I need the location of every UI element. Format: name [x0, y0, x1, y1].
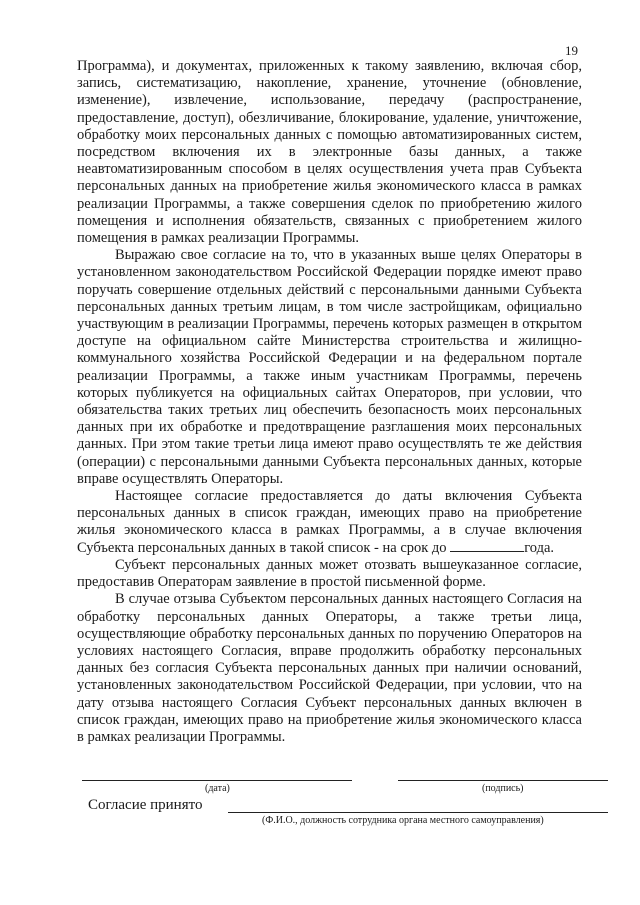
official-caption: (Ф.И.О., должность сотрудника органа местного самоуправления): [262, 815, 544, 826]
date-caption: (дата): [205, 783, 230, 794]
consent-term-suffix: года.: [524, 539, 555, 556]
paragraph-revocation: Субъект персональных данных может отозвать вышеуказанное согласие, предоставив Операторам заявление в простой письменной форме.: [77, 556, 582, 591]
signature-line: [398, 780, 608, 781]
paragraph-revocation-consequences: В случае отзыва Субъектом персональных данных настоящего Согласия на обработку персональных данных Операторы, а также третьи лица, осуществляющие обработку персональных данных по поручению Операторов на условиях настоящего Согласия, вправе продолжить обработку персональных данных без согласия Субъекта персональных данных при наличии оснований, установленных законодательством Российской Федерации, при условии, что на дату отзыва настоящего Согласия Субъект персональных данных включен в список граждан, имеющих право на приобретение жилья экономического класса в рамках реализации Программы.: [77, 591, 582, 745]
page-number: 19: [565, 43, 578, 58]
paragraph-third-parties: Выражаю свое согласие на то, что в указанных выше целях Операторы в установленном законодательством Российской Федерации порядке имеют право поручать совершение отдельных действий с персональными данными Субъекта персональных данных третьим лицам, в том числе застройщикам, официально участвующим в реализации Программы, перечень которых размещен в открытом доступе на официальном сайте Министерства строительства и жилищно-коммунального хозяйства Российской Федерации и на федеральном портале реализации Программы, а также иным участникам Программы, перечень которых публикуется на официальных сайтах Операторов, при условии, что обязательства таких третьих лиц обеспечить безопасность моих персональных данных при их обработке и предотвращение разглашения моих персональных данных. При этом такие третьи лица имеют право осуществлять те же действия (операции) с персональными данными Субъекта персональных данных, которые вправе осуществлять Операторы.: [77, 247, 582, 487]
consent-accepted-label: Согласие принято: [88, 797, 203, 813]
date-line: [82, 780, 352, 781]
document-body: [77, 58, 582, 746]
term-blank-line: [450, 540, 524, 552]
paragraph-consent-term: [77, 488, 582, 557]
consent-term-text: Настоящее согласие предоставляется до даты включения Субъекта персональных данных в список граждан, имеющих право на приобретение жилья экономического класса в рамках Программы, а в случае включения Субъекта персональных данных в такой список - на срок до: [77, 488, 582, 556]
official-line: [228, 812, 608, 813]
signature-caption: (подпись): [482, 783, 524, 794]
paragraph-processing-actions: Программа), и документах, приложенных к такому заявлению, включая сбор, запись, систематизацию, накопление, хранение, уточнение (обновление, изменение), извлечение, использование, передачу (распространение, предоставление, доступ), обезличивание, блокирование, удаление, уничтожение, обработку моих персональных данных с помощью автоматизированных систем, посредством включения их в электронные базы данных, а также неавтоматизированным способом в целях осуществления учета прав Субъекта персональных данных на приобретение жилья экономического класса в рамках реализации Программы, а также совершения сделок по приобретению жилого помещения и исполнения обязательств, связанных с приобретением жилого помещения в рамках реализации Программы.: [77, 58, 582, 247]
